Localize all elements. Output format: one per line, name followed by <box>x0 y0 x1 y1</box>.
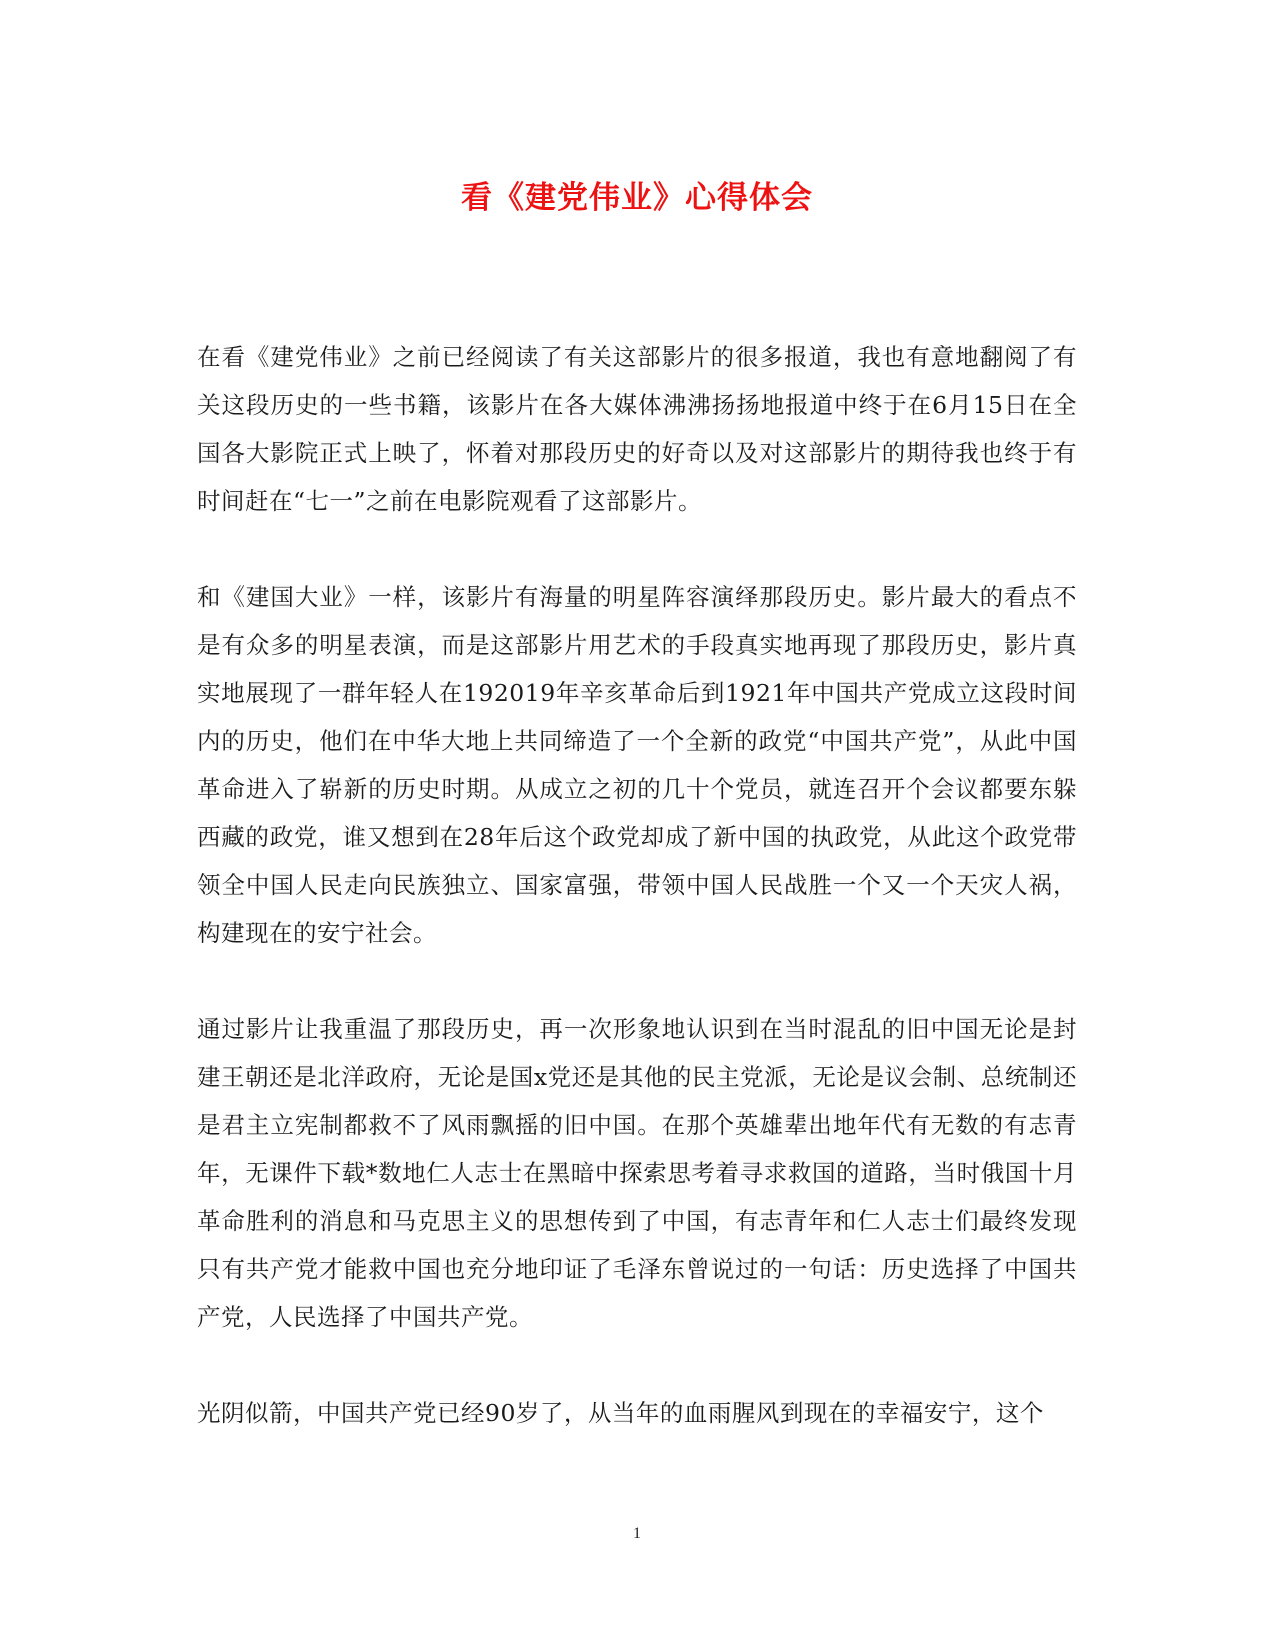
document-body <box>197 333 1077 1485</box>
paragraph-1: 在看《建党伟业》之前已经阅读了有关这部影片的很多报道，我也有意地翻阅了有关这段历史的一些书籍，该影片在各大媒体沸沸扬扬地报道中终于在6月15日在全国各大影院正式上映了，怀着对那段历史的好奇以及对这部影片的期待我也终于有时间赶在“七一”之前在电影院观看了这部影片。 <box>197 343 1077 515</box>
paragraph-3: 通过影片让我重温了那段历史，再一次形象地认识到在当时混乱的旧中国无论是封建王朝还是北洋政府，无论是国x党还是其他的民主党派，无论是议会制、总统制还是君主立宪制都救不了风雨飘摇的旧中国。在那个英雄辈出地年代有无数的有志青年，无课件下载*数地仁人志士在黑暗中探索思考着寻求救国的道路，当时俄国十月革命胜利的消息和马克思主义的思想传到了中国，有志青年和仁人志士们最终发现只有共产党才能救中国也充分地印证了毛泽东曾说过的一句话：历史选择了中国共产党，人民选择了中国共产党。 <box>197 1015 1077 1331</box>
page-number: 1 <box>633 1525 641 1542</box>
document-title: 看《建党伟业》心得体会 <box>461 180 813 216</box>
paragraph-4: 光阴似箭，中国共产党已经90岁了，从当年的血雨腥风到现在的幸福安宁，这个 <box>197 1399 1044 1427</box>
paragraph-2: 和《建国大业》一样，该影片有海量的明星阵容演绎那段历史。影片最大的看点不是有众多的明星表演，而是这部影片用艺术的手段真实地再现了那段历史，影片真实地展现了一群年轻人在192019年辛亥革命后到1921年中国共产党成立这段时间内的历史，他们在中华大地上共同缔造了一个全新的政党“中国共产党”，从此中国革命进入了崭新的历史时期。从成立之初的几十个党员，就连召开个会议都要东躲西藏的政党，谁又想到在28年后这个政党却成了新中国的执政党，从此这个政党带领全中国人民走向民族独立、国家富强，带领中国人民战胜一个又一个天灾人祸，构建现在的安宁社会。 <box>197 583 1077 947</box>
